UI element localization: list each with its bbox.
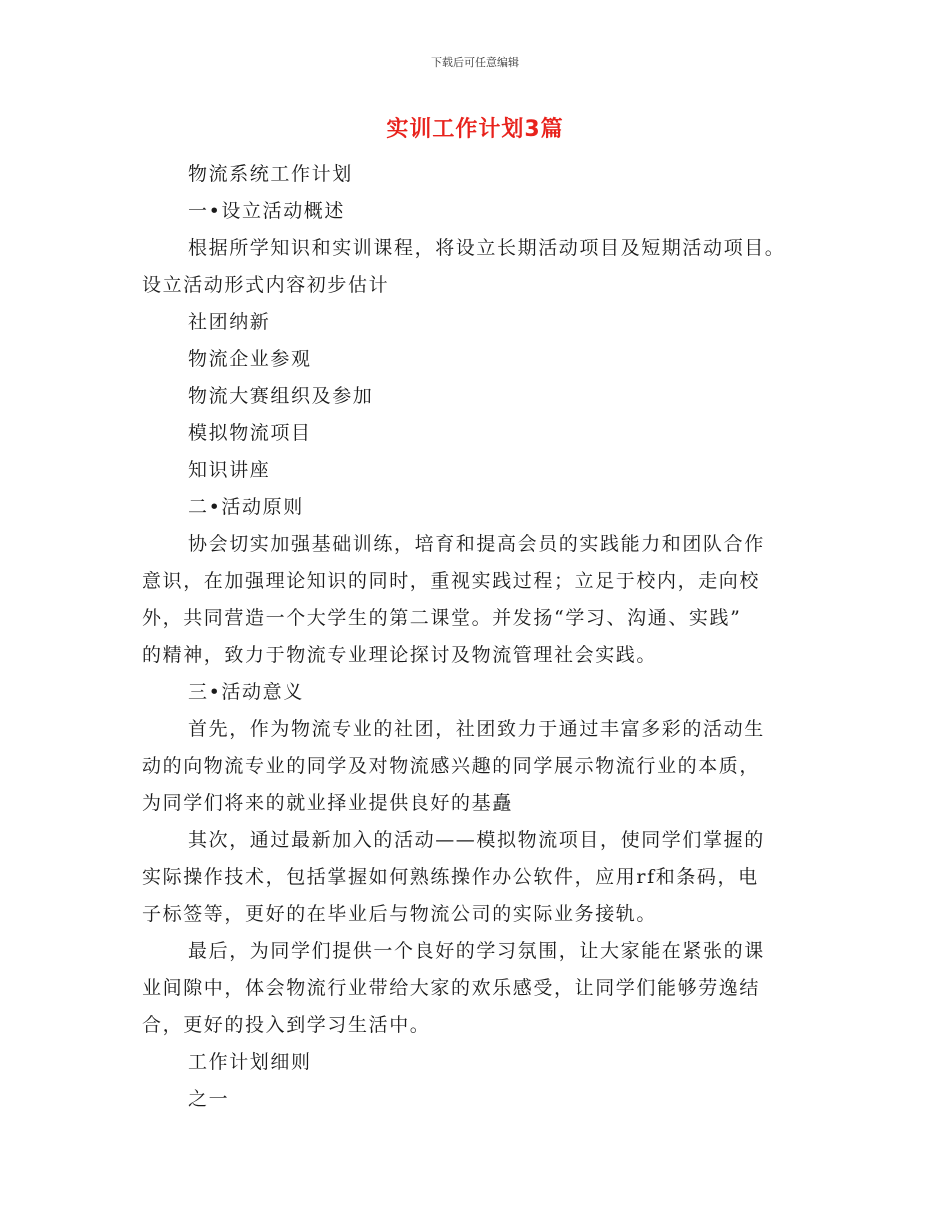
body-line: 设立活动形式内容初步估计 [142, 274, 390, 296]
header-note: 下载后可任意编辑 [431, 56, 519, 69]
body-line: 业间隙中，体会物流行业带给大家的欢乐感受，让同学们能够劳逸结 [142, 977, 761, 999]
body-line: 社团纳新 [188, 311, 271, 333]
body-line: 首先，作为物流专业的社团，社团致力于通过丰富多彩的活动生 [188, 718, 765, 740]
body-line: 其次，通过最新加入的活动——模拟物流项目，使同学们掌握的 [188, 829, 765, 851]
body-line: 物流系统工作计划 [188, 163, 353, 185]
document-body [142, 156, 822, 1118]
body-line: 合，更好的投入到学习生活中。 [142, 1014, 431, 1036]
body-line: 一•设立活动概述 [188, 200, 346, 222]
body-line: 模拟物流项目 [188, 422, 312, 444]
body-line: 知识讲座 [188, 459, 271, 481]
body-line: 之一 [188, 1088, 230, 1110]
body-line: 物流大赛组织及参加 [188, 385, 374, 407]
body-line: 最后，为同学们提供一个良好的学习氛围，让大家能在紧张的课 [188, 940, 765, 962]
body-line: 工作计划细则 [188, 1051, 312, 1073]
body-line: 外，共同营造一个大学生的第二课堂。并发扬“学习、沟通、实践” [142, 607, 742, 629]
body-line: 根据所学知识和实训课程，将设立长期活动项目及短期活动项目。 [188, 237, 786, 259]
document-title: 实训工作计划3篇 [386, 117, 564, 142]
body-line: 三•活动意义 [188, 681, 304, 703]
body-line: 动的向物流专业的同学及对物流感兴趣的同学展示物流行业的本质， [142, 755, 761, 777]
body-line: 协会切实加强基础训练，培育和提高会员的实践能力和团队合作 [188, 533, 765, 555]
body-line: 物流企业参观 [188, 348, 312, 370]
body-line: 的精神，致力于物流专业理论探讨及物流管理社会实践。 [142, 644, 658, 666]
body-line: 意识，在加强理论知识的同时，重视实践过程；立足于校内，走向校 [142, 570, 761, 592]
body-line: 为同学们将来的就业择业提供良好的基矗 [142, 792, 513, 814]
body-line: 二•活动原则 [188, 496, 304, 518]
body-line: 实际操作技术，包括掌握如何熟练操作办公软件，应用rf和条码，电 [142, 866, 759, 888]
body-line: 子标签等，更好的在毕业后与物流公司的实际业务接轨。 [142, 903, 658, 925]
